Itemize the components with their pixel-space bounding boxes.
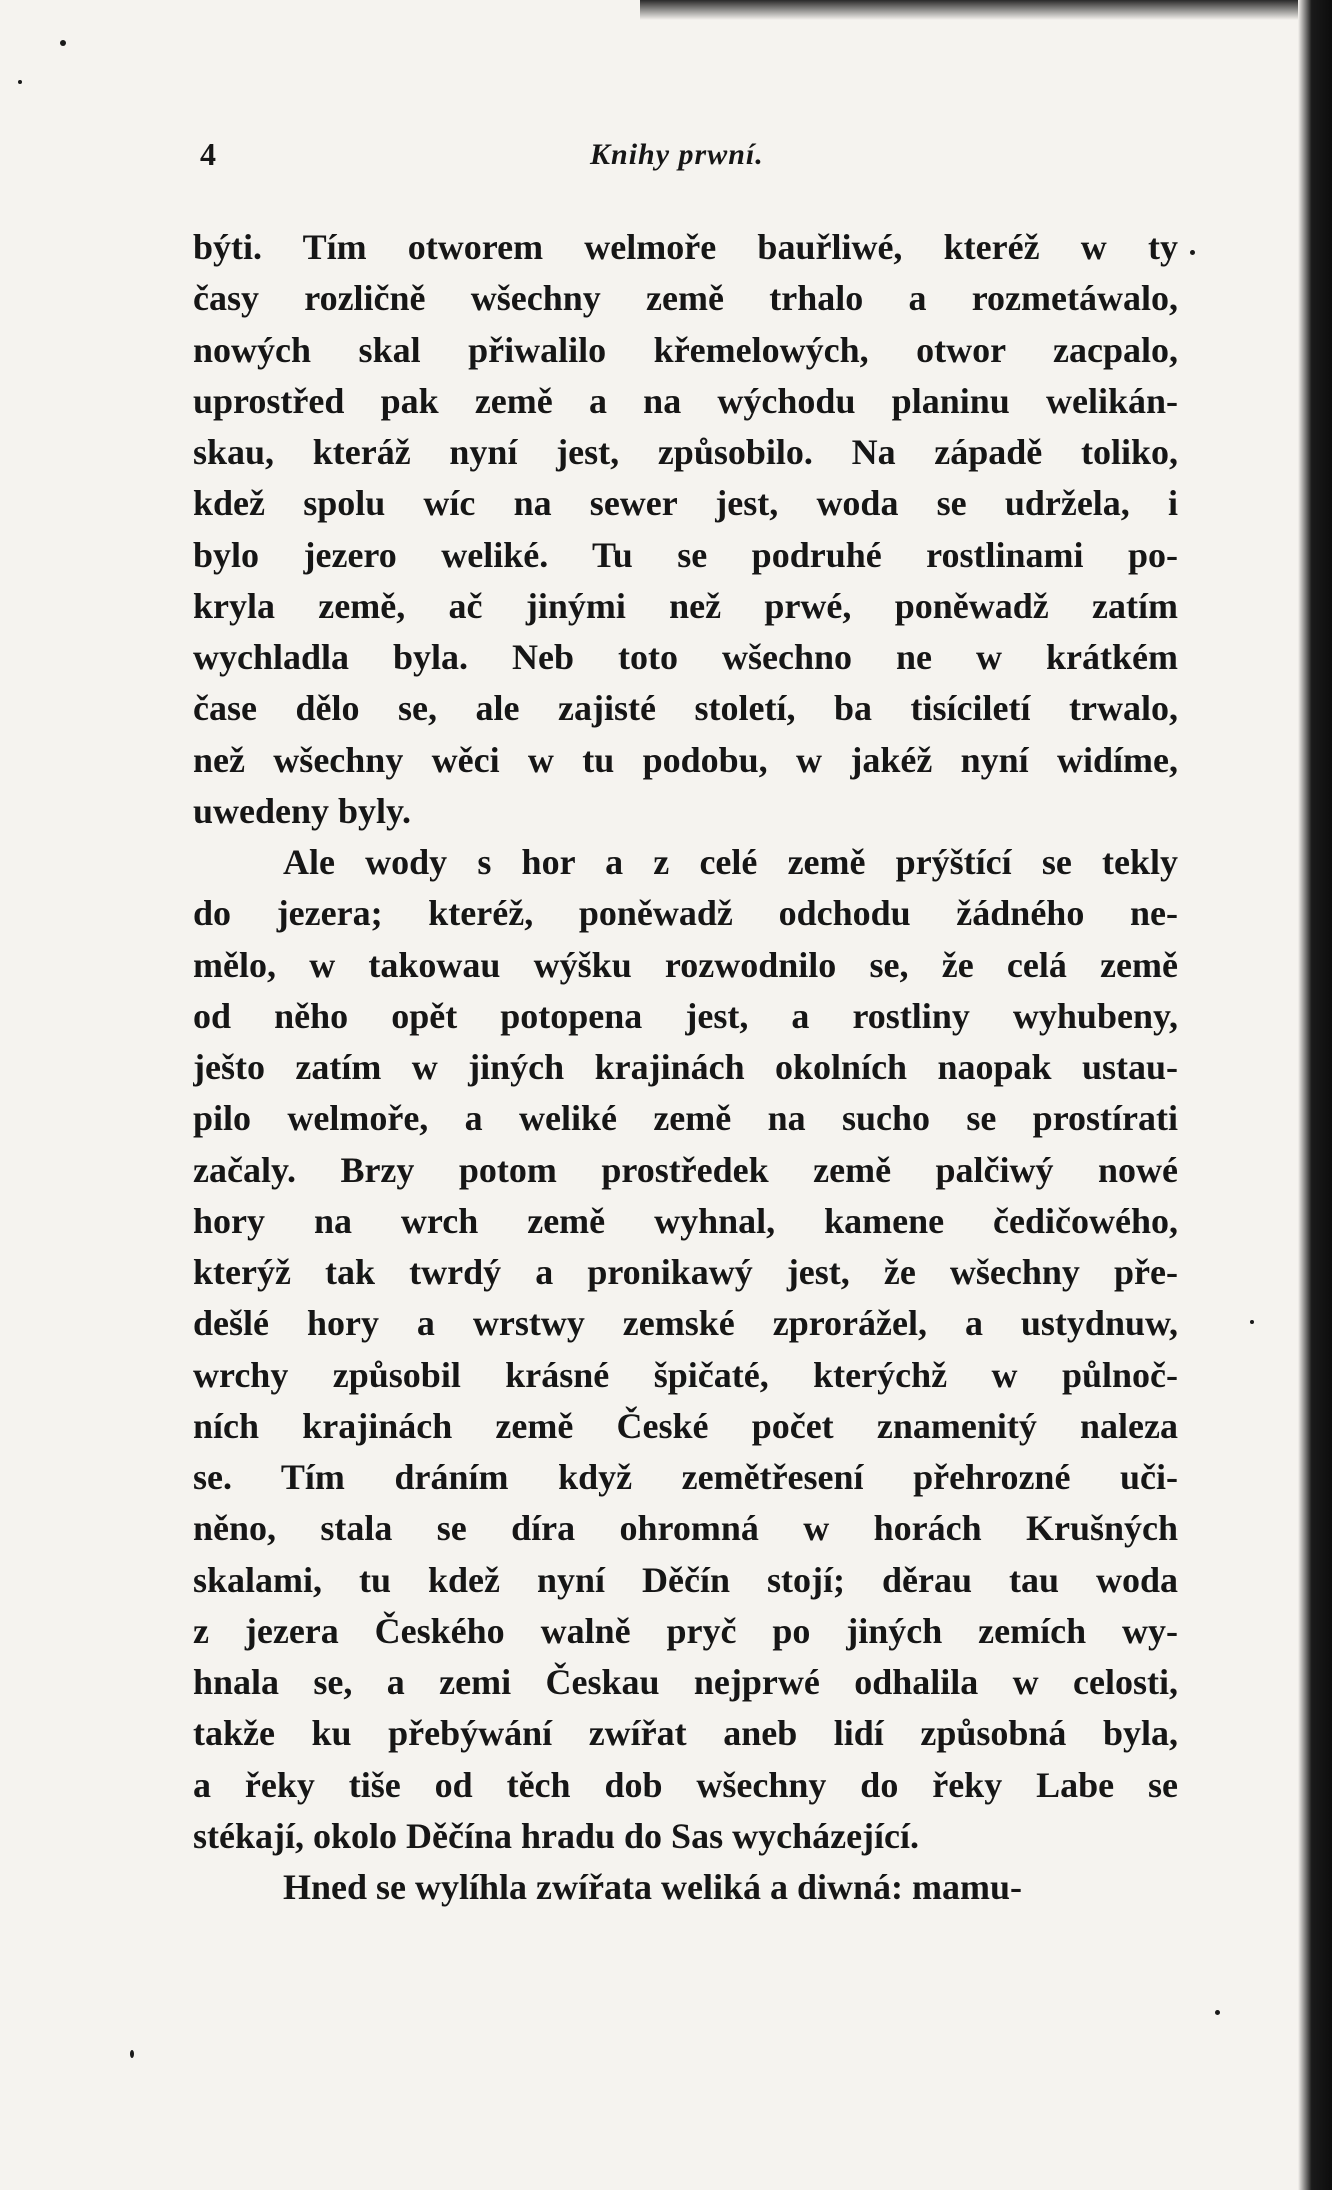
text-line: nowých skal přiwalilo křemelowých, otwor zacpalo, xyxy=(193,329,1178,370)
text-line: z jezera Českého walně pryč po jiných zemích wy- xyxy=(193,1610,1178,1651)
text-line: kterýž tak twrdý a pronikawý jest, že wšechny pře- xyxy=(193,1252,1178,1292)
scan-shadow-top xyxy=(640,0,1332,20)
text-line: uwedeny byly. xyxy=(193,790,412,831)
text-line: něno, stala se díra ohromná w horách Krušných xyxy=(193,1508,1178,1549)
page-header xyxy=(200,136,1000,178)
text-line: býti. Tím otworem welmoře bauřliwé, kteréž w ty xyxy=(193,227,1178,267)
scan-shadow-right xyxy=(1298,0,1332,2190)
text-line: čase dělo se, ale zajisté století, ba tisíciletí trwalo, xyxy=(193,688,1178,729)
page-number: 4 xyxy=(200,136,216,172)
text-line: hory na wrch země wyhnal, kamene čedičowého, xyxy=(193,1200,1178,1241)
paragraph xyxy=(193,1862,1178,1913)
text-line: časy rozličně wšechny země trhalo a rozmetáwalo, xyxy=(193,278,1178,319)
text-line: ních krajinách země České počet znamenitý naleza xyxy=(193,1405,1178,1446)
text-line: bylo jezero weliké. Tu se podruhé rostlinami po- xyxy=(193,534,1178,575)
text-line: skalami, tu kdež nyní Děčín stojí; děrau tau woda xyxy=(193,1559,1178,1600)
text-line: se. Tím dráním když zemětřesení přehrozné uči- xyxy=(193,1457,1178,1497)
text-line: takže ku přebýwání zwířat aneb lidí způsobná byla, xyxy=(193,1713,1178,1754)
running-title: Knihy prwní. xyxy=(590,138,764,171)
text-line: začaly. Brzy potom prostředek země palčiwý nowé xyxy=(193,1149,1178,1190)
text-line: do jezera; kteréž, poněwadž odchodu žádného ne- xyxy=(193,893,1178,934)
text-line: od něho opět potopena jest, a rostliny wyhubeny, xyxy=(193,995,1178,1036)
text-line: stékají, okolo Děčína hradu do Sas wycházející. xyxy=(193,1815,920,1856)
text-line: wrchy způsobil krásné špičaté, kterýchž w půlnoč- xyxy=(193,1354,1178,1395)
text-line: ješto zatím w jiných krajinách okolních naopak ustau- xyxy=(193,1047,1178,1087)
text-line: než wšechny wěci w tu podobu, w jakéž nyní widíme, xyxy=(193,739,1178,780)
text-line: uprostřed pak země a na wýchodu planinu welikán- xyxy=(193,380,1178,421)
text-line: Hned se wylíhla zwířata weliká a diwná: mamu- xyxy=(283,1867,1023,1907)
text-line: mělo, w takowau wýšku rozwodnilo se, že celá země xyxy=(193,944,1178,985)
text-line: a řeky tiše od těch dob wšechny do řeky Labe se xyxy=(193,1764,1178,1805)
paragraph xyxy=(193,837,1178,1862)
text-line: hnala se, a zemi Českau nejprwé odhalila w celosti, xyxy=(193,1662,1178,1702)
text-line: Ale wody s hor a z celé země prýštící se tekly xyxy=(283,842,1178,882)
text-line: kdež spolu wíc na sewer jest, woda se udržela, i xyxy=(193,483,1178,524)
paragraph xyxy=(193,222,1178,837)
body-text xyxy=(193,222,1178,1913)
text-line: wychladla byla. Neb toto wšechno ne w krátkém xyxy=(193,637,1178,677)
text-line: pilo welmoře, a weliké země na sucho se prostírati xyxy=(193,1098,1178,1139)
text-line: dešlé hory a wrstwy zemské zprorážel, a ustydnuw, xyxy=(193,1303,1178,1344)
text-line: skau, kteráž nyní jest, způsobilo. Na západě toliko, xyxy=(193,432,1178,472)
text-line: kryla země, ač jinými než prwé, poněwadž zatím xyxy=(193,585,1178,626)
